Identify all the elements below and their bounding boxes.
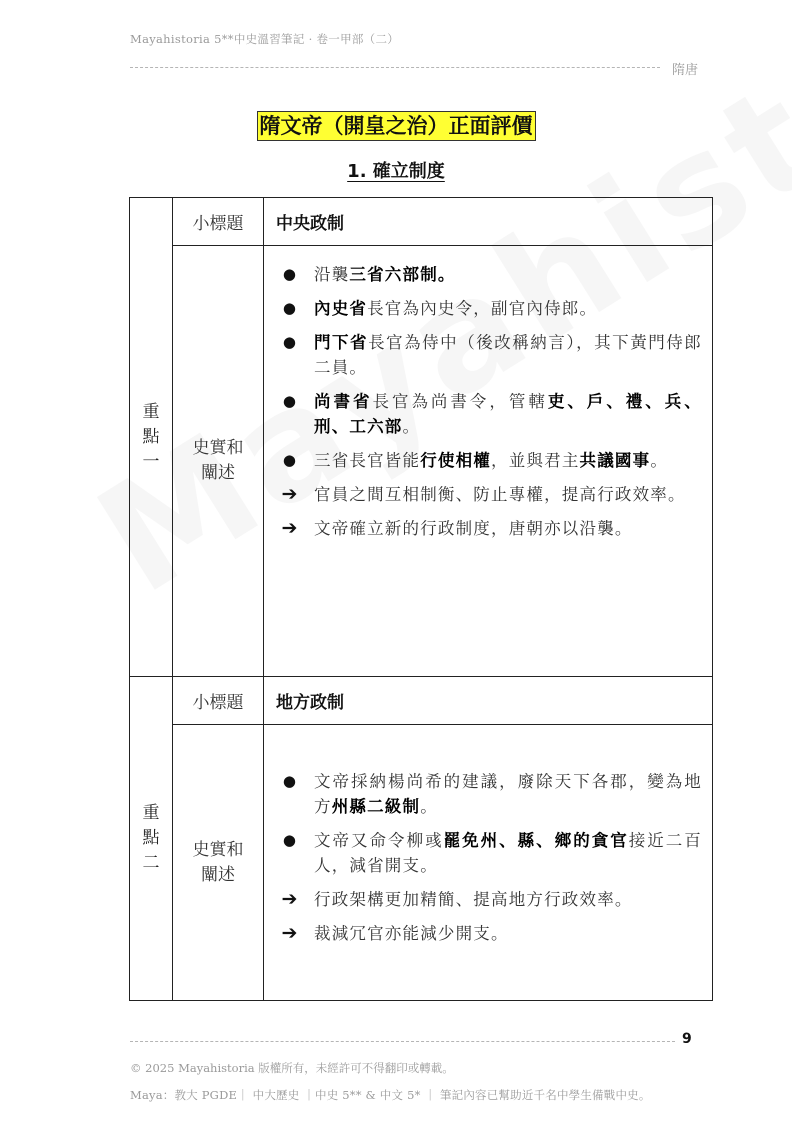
point-key-label (130, 198, 173, 677)
point-table-2 (129, 676, 713, 1001)
body-text: 長官為尚書令，管轄 (372, 392, 548, 411)
doc-title: 隋文帝（開皇之治）正面評價 (257, 111, 536, 141)
emphasis-text: 罷免州、縣、鄉的貪官 (443, 831, 629, 850)
emphasis-text: 門下省 (314, 333, 369, 352)
emphasis-text: 尚書省 (314, 392, 373, 411)
key-char: 點 (142, 426, 160, 447)
bullet-dot-icon: ● (282, 333, 298, 351)
bullet-list (274, 262, 702, 541)
section-title-container (0, 157, 792, 183)
detail-label (173, 725, 264, 1001)
body-text: 長官為內史令，副官內侍郎。 (367, 299, 598, 318)
bullet-item (274, 769, 702, 819)
key-char: 重 (142, 401, 160, 422)
detail-content (264, 725, 713, 1001)
bullet-dot-icon: ● (282, 299, 298, 317)
body-text: 。 (420, 797, 438, 816)
body-text: 。 (402, 417, 421, 436)
key-char: 一 (142, 451, 160, 472)
copyright-notice: © 2025 Mayahistoria 版權所有，未經許可不得翻印或轉載。 (130, 1061, 454, 1075)
conclusion-item (274, 921, 702, 946)
detail-label-line: 史實和 (192, 839, 244, 860)
conclusion-item (274, 887, 702, 912)
detail-label (173, 246, 264, 677)
arrow-right-icon: ➔ (281, 922, 299, 944)
bullet-item (274, 448, 702, 473)
body-text: 裁減冗官亦能減少開支。 (314, 924, 509, 943)
conclusion-item (274, 482, 702, 507)
detail-content (264, 246, 713, 677)
subtitle-value: 地方政制 (264, 677, 713, 725)
body-text: 沿襲 (314, 265, 350, 284)
bullet-dot-icon: ● (282, 831, 298, 849)
body-text: 文帝確立新的行政制度，唐朝亦以沿襲。 (314, 519, 633, 538)
emphasis-text: 共議國事 (579, 451, 651, 470)
body-text: 行政架構更加精簡、提高地方行政效率。 (314, 890, 633, 909)
bullet-item (274, 828, 702, 878)
bullet-item (274, 262, 702, 287)
point-key-label (130, 677, 173, 1001)
detail-label-line: 史實和 (192, 438, 244, 458)
doc-title-container (0, 111, 792, 141)
bullet-dot-icon: ● (282, 392, 298, 410)
bullet-dot-icon: ● (282, 451, 298, 469)
emphasis-text: 行使相權 (420, 451, 492, 470)
body-text: 接近二百人，減省開支。 (314, 831, 702, 875)
body-text: 三省長官皆能 (314, 451, 421, 470)
bullet-item (274, 296, 702, 321)
detail-label-line: 闡述 (201, 864, 235, 885)
arrow-right-icon: ➔ (281, 888, 299, 910)
detail-label-line: 闡述 (201, 463, 235, 483)
header-section-label: 隋唐 (672, 63, 699, 78)
emphasis-text: 吏、戶、禮、兵、刑、工六部 (314, 392, 702, 436)
header-title: Mayahistoria 5**中史溫習筆記 · 卷一甲部（二） (130, 32, 400, 46)
emphasis-text: 三省六部制。 (349, 265, 456, 284)
subtitle-value: 中央政制 (264, 198, 713, 246)
body-text: 。 (650, 451, 669, 470)
body-text: 文帝又命令柳彧 (314, 831, 444, 850)
emphasis-text: 內史省 (314, 299, 368, 318)
bullet-dot-icon: ● (282, 772, 298, 790)
arrow-right-icon: ➔ (281, 483, 299, 505)
arrow-right-icon: ➔ (281, 517, 299, 539)
author-credits: Maya：教大 PGDE｜ 中大歷史 ｜中史 5** & 中文 5* ｜ 筆記內容已幫助近千名中學生備戰中史。 (130, 1088, 651, 1102)
body-text: ，並與君主 (491, 451, 580, 470)
point-table-1 (129, 197, 713, 677)
bullet-list (274, 769, 702, 946)
key-char: 點 (142, 828, 160, 848)
bullet-dot-icon: ● (282, 265, 298, 283)
conclusion-item (274, 516, 702, 541)
bullet-item (274, 330, 702, 380)
footer-divider (130, 1041, 675, 1042)
subtitle-label: 小標題 (173, 198, 264, 246)
page-number: 9 (682, 1031, 692, 1047)
subtitle-label: 小標題 (173, 677, 264, 725)
key-char: 二 (142, 853, 160, 873)
body-text: 文帝採納楊尚希的建議，廢除天下各郡，變為地方 (314, 772, 702, 816)
header-divider (130, 67, 660, 68)
body-text: 官員之間互相制衡、防止專權，提高行政效率。 (314, 485, 686, 504)
emphasis-text: 州縣二級制 (331, 797, 421, 816)
key-char: 重 (142, 803, 160, 823)
section-title: 1. 確立制度 (347, 161, 445, 182)
bullet-item (274, 389, 702, 439)
body-text: 長官為侍中（後改稱納言），其下黃門侍郎二員。 (314, 333, 702, 377)
